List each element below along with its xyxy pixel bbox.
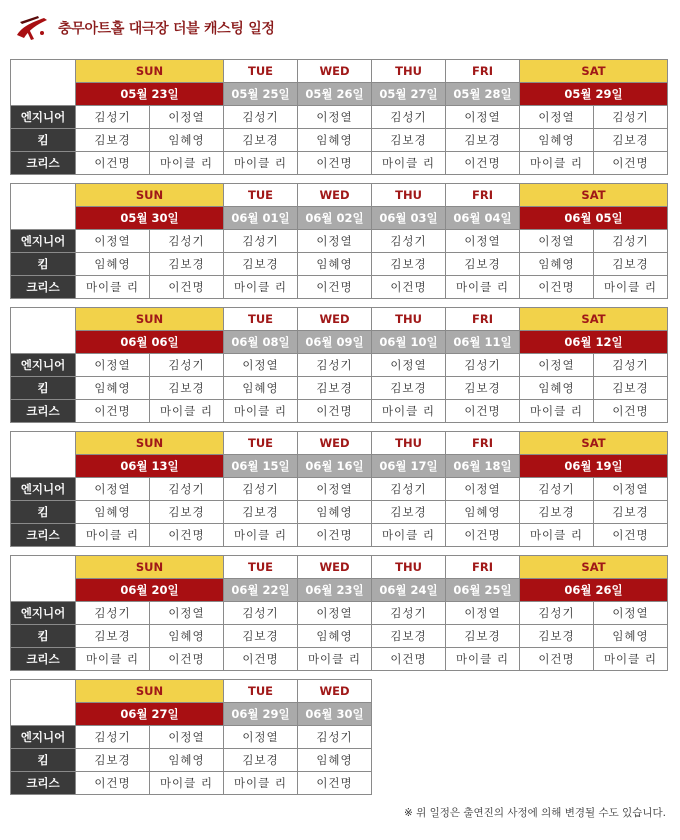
- cast-cell: 이건명: [520, 276, 594, 299]
- role-label: 엔지니어: [11, 354, 76, 377]
- role-label: 크리스: [11, 524, 76, 547]
- table-corner: [11, 184, 76, 230]
- cast-cell: 임혜영: [298, 625, 372, 648]
- cast-cell: 마이클 리: [224, 152, 298, 175]
- cast-cell: 이건명: [224, 648, 298, 671]
- cast-cell: 김성기: [372, 602, 446, 625]
- date-header: 06월 24일: [372, 579, 446, 602]
- day-header: TUE: [224, 60, 298, 83]
- table-row: [11, 726, 372, 749]
- cast-cell: 이건명: [150, 648, 224, 671]
- cast-cell: 임혜영: [298, 253, 372, 276]
- day-header: WED: [298, 556, 372, 579]
- date-header: 06월 09일: [298, 331, 372, 354]
- date-header: 06월 08일: [224, 331, 298, 354]
- date-header: 06월 27일: [76, 703, 224, 726]
- date-header: 05월 26일: [298, 83, 372, 106]
- role-label: 킴: [11, 625, 76, 648]
- cast-cell: 김보경: [224, 253, 298, 276]
- cast-cell: 이건명: [150, 276, 224, 299]
- cast-cell: 이건명: [446, 400, 520, 423]
- day-header: THU: [372, 556, 446, 579]
- table-corner: [11, 556, 76, 602]
- cast-cell: 이정열: [76, 230, 150, 253]
- date-header: 06월 29일: [224, 703, 298, 726]
- date-header: 06월 06일: [76, 331, 224, 354]
- cast-cell: 이정열: [594, 478, 668, 501]
- cast-cell: 임혜영: [150, 749, 224, 772]
- cast-cell: 김보경: [150, 253, 224, 276]
- cast-cell: 이건명: [298, 152, 372, 175]
- cast-cell: 이건명: [446, 152, 520, 175]
- cast-cell: 김성기: [76, 602, 150, 625]
- day-header: FRI: [446, 184, 520, 207]
- role-label: 엔지니어: [11, 726, 76, 749]
- cast-cell: 김성기: [224, 478, 298, 501]
- date-header: 06월 01일: [224, 207, 298, 230]
- date-header: 06월 17일: [372, 455, 446, 478]
- date-header: 06월 02일: [298, 207, 372, 230]
- cast-cell: 이정열: [224, 726, 298, 749]
- cast-cell: 김보경: [150, 501, 224, 524]
- cast-cell: 마이클 리: [76, 524, 150, 547]
- table-row: [11, 230, 668, 253]
- cast-cell: 김성기: [372, 478, 446, 501]
- role-label: 킴: [11, 749, 76, 772]
- date-header: 06월 20일: [76, 579, 224, 602]
- cast-cell: 이정열: [520, 230, 594, 253]
- cast-cell: 김성기: [372, 230, 446, 253]
- date-header: 06월 10일: [372, 331, 446, 354]
- day-header: TUE: [224, 308, 298, 331]
- cast-cell: 이정열: [446, 602, 520, 625]
- date-header: 06월 22일: [224, 579, 298, 602]
- cast-cell: 이정열: [298, 478, 372, 501]
- table-corner: [11, 432, 76, 478]
- cast-cell: 김보경: [372, 253, 446, 276]
- day-header: SUN: [76, 432, 224, 455]
- date-header: 06월 11일: [446, 331, 520, 354]
- date-header: 05월 27일: [372, 83, 446, 106]
- cast-cell: 이정열: [446, 478, 520, 501]
- cast-cell: 김성기: [446, 354, 520, 377]
- cast-cell: 김성기: [594, 106, 668, 129]
- cast-cell: 김보경: [594, 501, 668, 524]
- cast-cell: 김보경: [224, 501, 298, 524]
- day-header: THU: [372, 432, 446, 455]
- day-header: SAT: [520, 556, 668, 579]
- table-corner: [11, 60, 76, 106]
- cast-cell: 이정열: [298, 602, 372, 625]
- cast-cell: 마이클 리: [520, 152, 594, 175]
- week-table: [10, 679, 372, 795]
- cast-cell: 김성기: [150, 230, 224, 253]
- date-header: 06월 03일: [372, 207, 446, 230]
- day-header: SUN: [76, 184, 224, 207]
- cast-cell: 김보경: [446, 377, 520, 400]
- day-header: WED: [298, 308, 372, 331]
- cast-cell: 마이클 리: [520, 400, 594, 423]
- cast-cell: 마이클 리: [224, 276, 298, 299]
- cast-cell: 임혜영: [150, 625, 224, 648]
- cast-cell: 김성기: [224, 230, 298, 253]
- table-row: [11, 276, 668, 299]
- week-table: [10, 59, 668, 175]
- table-row: [11, 129, 668, 152]
- cast-cell: 이정열: [520, 354, 594, 377]
- day-header: FRI: [446, 308, 520, 331]
- role-label: 엔지니어: [11, 230, 76, 253]
- cast-cell: 이정열: [594, 602, 668, 625]
- cast-cell: 마이클 리: [224, 524, 298, 547]
- cast-cell: 임혜영: [298, 749, 372, 772]
- date-header: 06월 25일: [446, 579, 520, 602]
- day-header: FRI: [446, 60, 520, 83]
- cast-cell: 마이클 리: [372, 524, 446, 547]
- table-row: [11, 648, 668, 671]
- table-row: [11, 354, 668, 377]
- cast-cell: 김성기: [224, 602, 298, 625]
- cast-cell: 김보경: [372, 377, 446, 400]
- table-corner: [11, 680, 76, 726]
- cast-cell: 김보경: [594, 377, 668, 400]
- cast-cell: 김성기: [594, 354, 668, 377]
- cast-cell: 김성기: [150, 478, 224, 501]
- cast-cell: 김성기: [520, 478, 594, 501]
- date-header: 05월 28일: [446, 83, 520, 106]
- date-header: 06월 05일: [520, 207, 668, 230]
- cast-cell: 이정열: [150, 106, 224, 129]
- day-header: THU: [372, 308, 446, 331]
- role-label: 킴: [11, 501, 76, 524]
- cast-cell: 마이클 리: [298, 648, 372, 671]
- table-row: [11, 400, 668, 423]
- date-header: 06월 23일: [298, 579, 372, 602]
- cast-cell: 마이클 리: [150, 400, 224, 423]
- cast-cell: 김보경: [150, 377, 224, 400]
- day-header: SUN: [76, 556, 224, 579]
- cast-cell: 이건명: [520, 648, 594, 671]
- date-header: 06월 04일: [446, 207, 520, 230]
- cast-cell: 김성기: [298, 726, 372, 749]
- brush-stroke-logo-icon: [14, 13, 50, 43]
- day-header: TUE: [224, 432, 298, 455]
- cast-cell: 마이클 리: [76, 648, 150, 671]
- table-row: [11, 106, 668, 129]
- role-label: 엔지니어: [11, 106, 76, 129]
- cast-cell: 마이클 리: [520, 524, 594, 547]
- cast-cell: 임혜영: [150, 129, 224, 152]
- day-header: SAT: [520, 432, 668, 455]
- date-header: 06월 26일: [520, 579, 668, 602]
- day-header: SUN: [76, 680, 224, 703]
- date-header: 06월 12일: [520, 331, 668, 354]
- date-header: 06월 15일: [224, 455, 298, 478]
- cast-cell: 이건명: [298, 524, 372, 547]
- day-header: WED: [298, 184, 372, 207]
- cast-cell: 이정열: [76, 354, 150, 377]
- cast-cell: 김보경: [372, 129, 446, 152]
- cast-cell: 마이클 리: [594, 648, 668, 671]
- cast-cell: 마이클 리: [224, 400, 298, 423]
- role-label: 킴: [11, 253, 76, 276]
- date-header: 06월 13일: [76, 455, 224, 478]
- table-row: [11, 152, 668, 175]
- cast-cell: 김성기: [520, 602, 594, 625]
- table-row: [11, 749, 372, 772]
- cast-cell: 김성기: [298, 354, 372, 377]
- cast-cell: 김보경: [298, 377, 372, 400]
- cast-cell: 이정열: [446, 106, 520, 129]
- role-label: 크리스: [11, 648, 76, 671]
- cast-cell: 이정열: [372, 354, 446, 377]
- cast-cell: 김성기: [372, 106, 446, 129]
- cast-cell: 김성기: [224, 106, 298, 129]
- role-label: 엔지니어: [11, 602, 76, 625]
- cast-cell: 임혜영: [76, 501, 150, 524]
- cast-cell: 김보경: [520, 625, 594, 648]
- cast-cell: 김보경: [594, 253, 668, 276]
- day-header: SAT: [520, 184, 668, 207]
- cast-cell: 이정열: [298, 106, 372, 129]
- role-label: 크리스: [11, 152, 76, 175]
- cast-cell: 마이클 리: [150, 772, 224, 795]
- role-label: 킴: [11, 129, 76, 152]
- cast-cell: 이건명: [594, 152, 668, 175]
- cast-cell: 이정열: [150, 602, 224, 625]
- week-table: [10, 555, 668, 671]
- cast-cell: 마이클 리: [372, 152, 446, 175]
- cast-cell: 이건명: [150, 524, 224, 547]
- day-header: THU: [372, 184, 446, 207]
- cast-cell: 김보경: [76, 129, 150, 152]
- cast-cell: 임혜영: [298, 129, 372, 152]
- cast-cell: 김보경: [520, 501, 594, 524]
- role-label: 엔지니어: [11, 478, 76, 501]
- date-header: 05월 29일: [520, 83, 668, 106]
- cast-cell: 이정열: [298, 230, 372, 253]
- cast-cell: 이정열: [520, 106, 594, 129]
- cast-cell: 김보경: [224, 129, 298, 152]
- cast-cell: 임혜영: [520, 129, 594, 152]
- role-label: 크리스: [11, 400, 76, 423]
- cast-cell: 이건명: [594, 524, 668, 547]
- cast-cell: 이정열: [150, 726, 224, 749]
- week-table: [10, 307, 668, 423]
- cast-cell: 김성기: [76, 726, 150, 749]
- day-header: SUN: [76, 60, 224, 83]
- day-header: FRI: [446, 556, 520, 579]
- cast-cell: 임혜영: [520, 253, 594, 276]
- table-row: [11, 253, 668, 276]
- date-header: 05월 30일: [76, 207, 224, 230]
- table-row: [11, 501, 668, 524]
- table-row: [11, 524, 668, 547]
- cast-cell: 임혜영: [76, 253, 150, 276]
- cast-cell: 마이클 리: [446, 276, 520, 299]
- cast-cell: 마이클 리: [594, 276, 668, 299]
- cast-cell: 이건명: [298, 276, 372, 299]
- cast-cell: 이건명: [76, 400, 150, 423]
- date-header: 06월 30일: [298, 703, 372, 726]
- cast-cell: 임혜영: [298, 501, 372, 524]
- cast-cell: 김성기: [594, 230, 668, 253]
- day-header: FRI: [446, 432, 520, 455]
- cast-cell: 김보경: [446, 253, 520, 276]
- cast-cell: 김성기: [150, 354, 224, 377]
- cast-cell: 임혜영: [76, 377, 150, 400]
- table-row: [11, 772, 372, 795]
- cast-cell: 이건명: [76, 152, 150, 175]
- cast-cell: 이정열: [224, 354, 298, 377]
- day-header: WED: [298, 432, 372, 455]
- cast-cell: 김보경: [372, 625, 446, 648]
- cast-cell: 마이클 리: [224, 772, 298, 795]
- cast-cell: 이건명: [298, 400, 372, 423]
- cast-cell: 이건명: [594, 400, 668, 423]
- day-header: TUE: [224, 680, 298, 703]
- table-corner: [11, 308, 76, 354]
- cast-cell: 이건명: [298, 772, 372, 795]
- table-row: [11, 377, 668, 400]
- day-header: TUE: [224, 556, 298, 579]
- date-header: 05월 23일: [76, 83, 224, 106]
- day-header: SAT: [520, 60, 668, 83]
- day-header: WED: [298, 60, 372, 83]
- table-row: [11, 625, 668, 648]
- cast-cell: 임혜영: [224, 377, 298, 400]
- cast-cell: 마이클 리: [76, 276, 150, 299]
- cast-cell: 김성기: [76, 106, 150, 129]
- date-header: 06월 19일: [520, 455, 668, 478]
- cast-cell: 김보경: [594, 129, 668, 152]
- day-header: SUN: [76, 308, 224, 331]
- cast-cell: 김보경: [76, 749, 150, 772]
- page-title: 충무아트홀 대극장 더블 캐스팅 일정: [58, 21, 275, 37]
- cast-cell: 김보경: [372, 501, 446, 524]
- date-header: 06월 18일: [446, 455, 520, 478]
- cast-cell: 김보경: [224, 625, 298, 648]
- day-header: TUE: [224, 184, 298, 207]
- cast-cell: 마이클 리: [372, 400, 446, 423]
- role-label: 크리스: [11, 276, 76, 299]
- week-table: [10, 183, 668, 299]
- date-header: 05월 25일: [224, 83, 298, 106]
- cast-cell: 이정열: [76, 478, 150, 501]
- cast-cell: 임혜영: [446, 501, 520, 524]
- cast-cell: 김보경: [76, 625, 150, 648]
- cast-cell: 임혜영: [520, 377, 594, 400]
- page-header: [14, 10, 275, 46]
- cast-cell: 이건명: [372, 648, 446, 671]
- day-header: WED: [298, 680, 372, 703]
- date-header: 06월 16일: [298, 455, 372, 478]
- role-label: 킴: [11, 377, 76, 400]
- footer-note: ※ 위 일정은 출연진의 사정에 의해 변경될 수도 있습니다.: [404, 807, 666, 819]
- table-row: [11, 602, 668, 625]
- day-header: THU: [372, 60, 446, 83]
- cast-cell: 이건명: [76, 772, 150, 795]
- day-header: SAT: [520, 308, 668, 331]
- cast-cell: 이정열: [446, 230, 520, 253]
- cast-cell: 김보경: [446, 625, 520, 648]
- cast-cell: 김보경: [446, 129, 520, 152]
- cast-cell: 마이클 리: [446, 648, 520, 671]
- cast-cell: 임혜영: [594, 625, 668, 648]
- cast-cell: 마이클 리: [150, 152, 224, 175]
- cast-cell: 김보경: [224, 749, 298, 772]
- cast-cell: 이건명: [446, 524, 520, 547]
- table-row: [11, 478, 668, 501]
- cast-cell: 이건명: [372, 276, 446, 299]
- week-table: [10, 431, 668, 547]
- role-label: 크리스: [11, 772, 76, 795]
